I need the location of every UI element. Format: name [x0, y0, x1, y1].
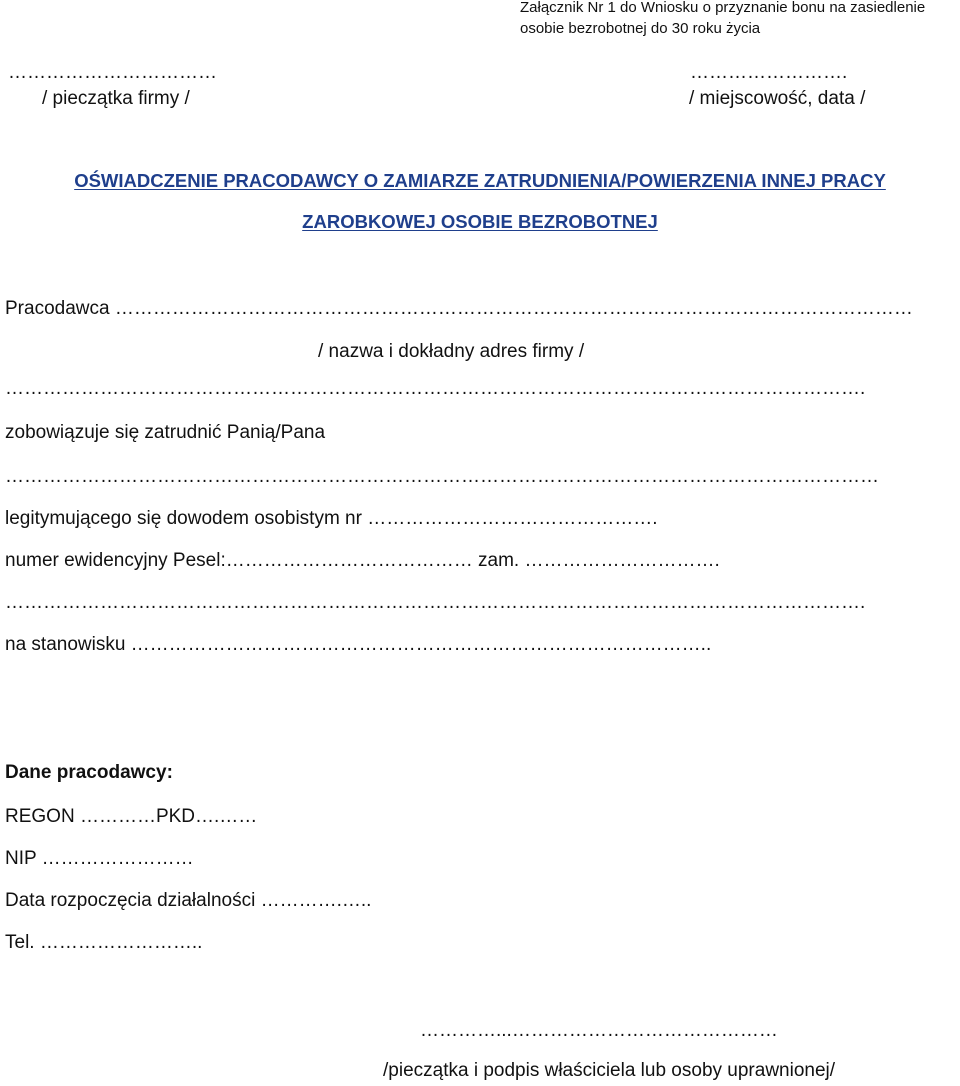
address-dots: ………………………………………………………………………………………………………………………. [5, 592, 866, 613]
person-dots: ………………………………………………………………………………………………………………………… [5, 466, 879, 487]
employer-dots: ………………………………………………………………………………………………………………………. [5, 378, 866, 399]
employer-field: Pracodawca ……………………………………………………………………………………………………………… [5, 298, 913, 319]
phone-field: Tel. …………………….. [5, 932, 203, 953]
document-title-line2: ZAROBKOWEJ OSOBIE BEZROBOTNEJ [302, 211, 658, 232]
annex-note-line1: Załącznik Nr 1 do Wniosku o przyznanie bonu na zasiedlenie [520, 0, 926, 16]
signature-dots: …………...…………………………………… [420, 1020, 778, 1041]
id-document-field: legitymującego się dowodem osobistym nr ………………………………………. [5, 508, 658, 529]
place-date-label: / miejscowość, data / [689, 88, 866, 109]
regon-pkd-field: REGON …………PKD….…… [5, 806, 258, 827]
position-field: na stanowisku ……………………………………………………………………………….. [5, 634, 712, 655]
start-date-field: Data rozpoczęcia działalności ………….….. [5, 890, 372, 911]
employer-hint: / nazwa i dokładny adres firmy / [318, 341, 585, 362]
nip-field: NIP …………………… [5, 848, 194, 869]
commitment-text: zobowiązuje się zatrudnić Panią/Pana [5, 422, 326, 443]
document-title-line1: OŚWIADCZENIE PRACODAWCY O ZAMIARZE ZATRUDNIENIA/POWIERZENIA INNEJ PRACY [74, 170, 886, 191]
place-date-dots: ……………………. [690, 62, 848, 83]
pesel-address-field: numer ewidencyjny Pesel:………………………………… zam. …………………………. [5, 550, 720, 571]
signature-label: /pieczątka i podpis właściciela lub osoby uprawnionej/ [383, 1060, 836, 1081]
employer-data-heading: Dane pracodawcy: [5, 762, 173, 783]
company-stamp-dots: …………………………… [8, 62, 217, 83]
company-stamp-label: / pieczątka firmy / [42, 88, 190, 109]
annex-note-line2: osobie bezrobotnej do 30 roku życia [520, 20, 761, 37]
